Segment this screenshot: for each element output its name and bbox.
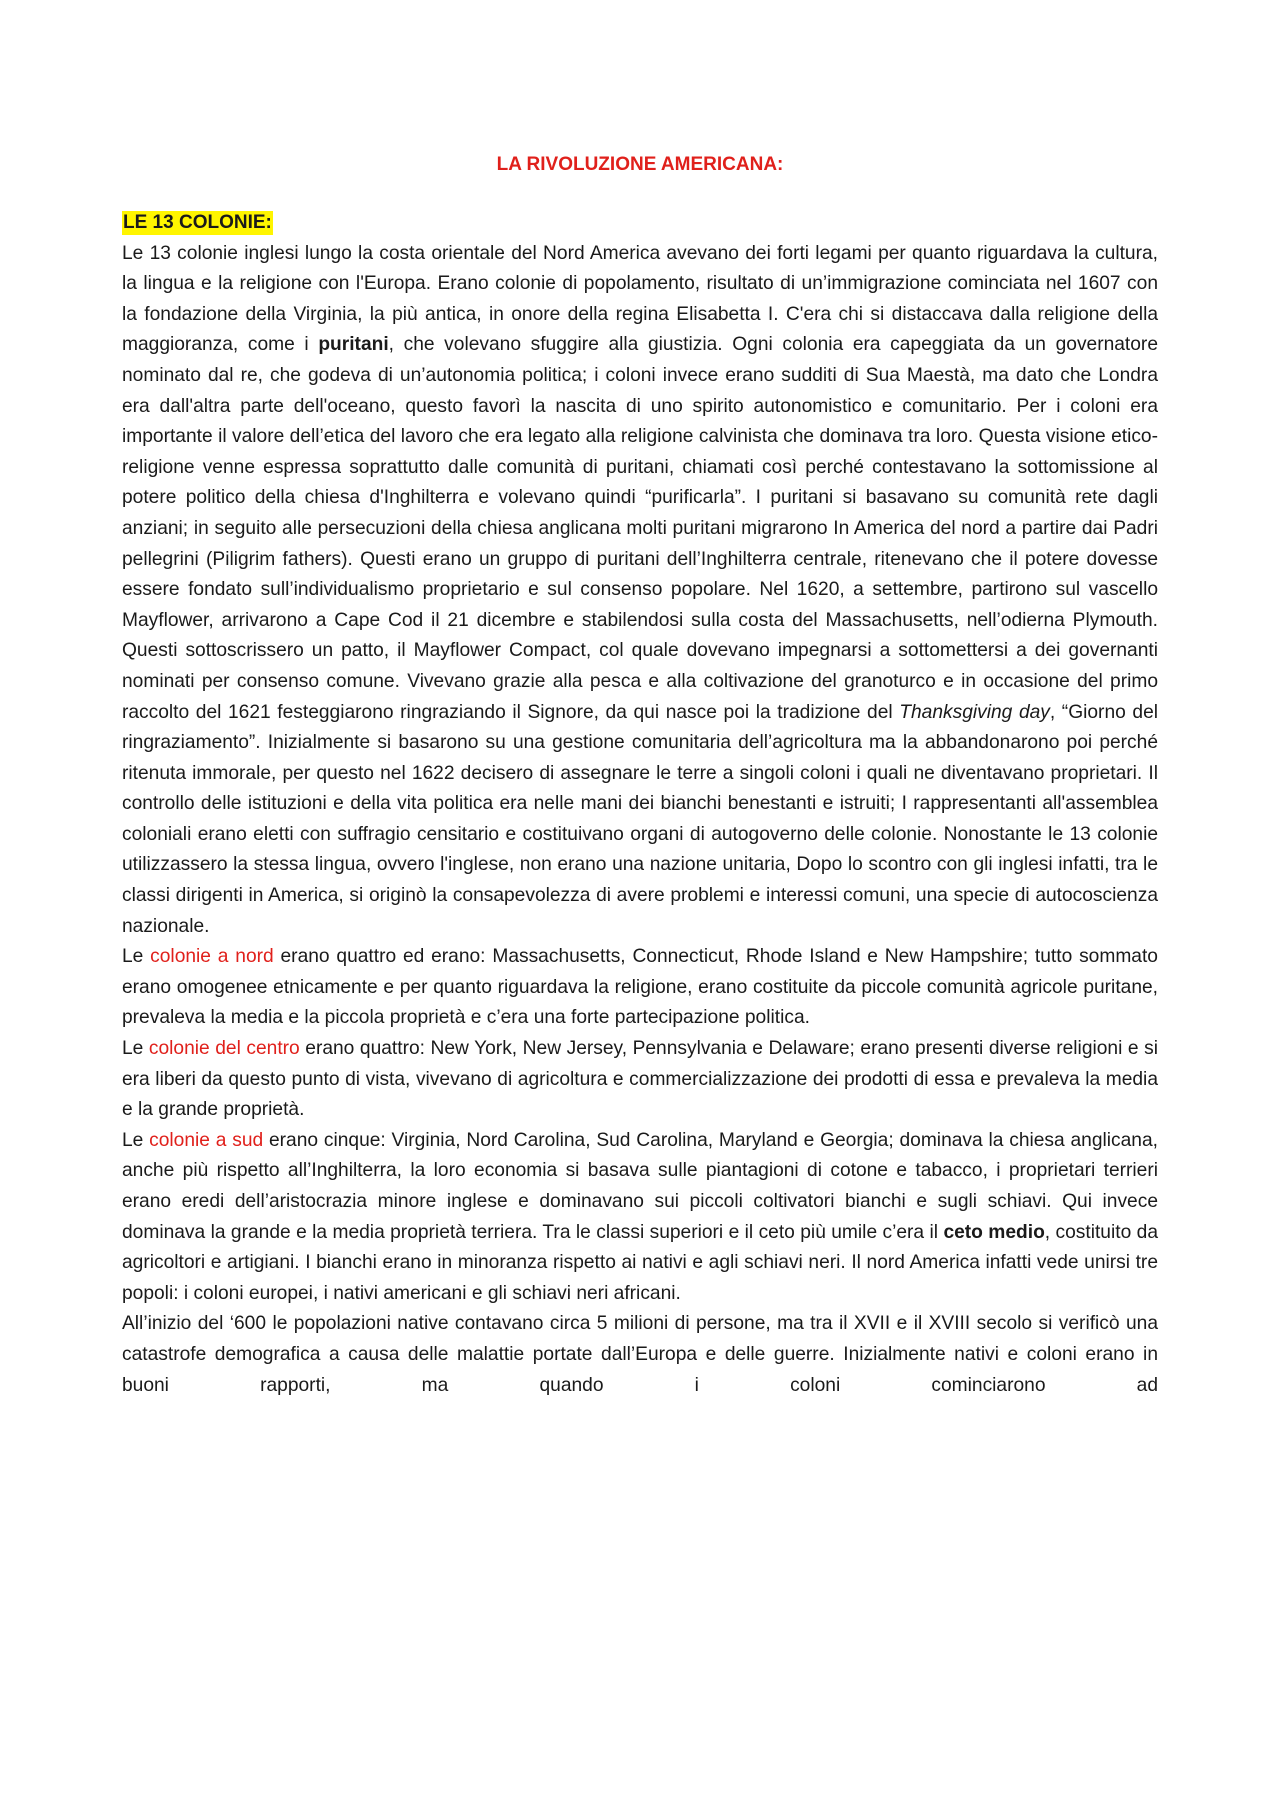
paragraph-south-colonies [122, 1126, 1158, 1310]
paragraph-south-text-c: erano cinque: Virginia, Nord Carolina, Sud Carolina, Maryland e Georgia; dominava la chiesa anglicana, anche più rispetto all’Inghilterra, la loro economia si basava sulle piantagioni di cotone e tabacco, i proprietari terrieri erano eredi dell’aristocrazia minore inglese e dominavano sui piccoli coltivatori bianchi e sugli schiavi. Qui invece dominava la grande e la media proprietà terriera. Tra le classi superiori e il ceto più umile c’era il [122, 1129, 1158, 1243]
paragraph-intro-italic-thanksgiving: Thanksgiving day [899, 701, 1050, 723]
paragraph-center-text-c: erano quattro: New York, New Jersey, Pennsylvania e Delaware; erano presenti diverse religioni e si era liberi da questo punto di vista, vivevano di agricoltura e commercializzazione dei prodotti di essa e prevaleva la media e la grande proprietà. [122, 1038, 1158, 1121]
paragraph-north-text-a: Le [122, 946, 151, 968]
paragraph-center-colonies [122, 1034, 1158, 1126]
paragraph-natives [122, 1309, 1158, 1401]
paragraph-south-text-e: , costituito da agricoltori e artigiani. I bianchi erano in minoranza rispetto ai nativi e agli schiavi neri. Il nord America infatti vede unirsi tre popoli: i coloni europei, i nativi americani e gli schiavi neri africani. [122, 1221, 1158, 1304]
paragraph-south-text-a: Le [122, 1129, 150, 1151]
document-title: LA RIVOLUZIONE AMERICANA: [496, 154, 784, 175]
paragraph-intro-text-a: Le 13 colonie inglesi lungo la costa orientale del Nord America avevano dei forti legami per quanto riguardava la cultura, la lingua e la religione con l'Europa. Erano colonie di popolamento, risultato di un’immigrazione cominciata nel 1607 con la fondazione della Virginia, la più antica, in onore della regina Elisabetta I. C'era chi si distaccava dalla religione della maggioranza, come i [122, 242, 1158, 356]
paragraph-intro-text-c: , che volevano sfuggire alla giustizia. Ogni colonia era capeggiata da un governatore nominato dal re, che godeva di un’autonomia politica; i coloni invece erano sudditi di Sua Maestà, ma dato che Londra era dall'altra parte dell'oceano, questo favorì la nascita di uno spirito autonomistico e comunitario. Per i coloni era importante il valore dell’etica del lavoro che era legato alla religione calvinista che dominava tra loro. Questa visione etico-religione venne espressa soprattutto dalle comunità di puritani, chiamati così perché contestavano la sottomissione al potere politico della chiesa d'Inghilterra e volevano quindi “purificarla”. I puritani si basavano su comunità rete dagli anziani; in seguito alle persecuzioni della chiesa anglicana molti puritani migrarono In America del nord a partire dai Padri pellegrini (Piligrim fathers). Questi erano un gruppo di puritani dell’Inghilterra centrale, ritenevano che il potere dovesse essere fondato sull’individualismo proprietario e sul consenso popolare. Nel 1620, a settembre, partirono sul vascello Mayflower, arrivarono a Cape Cod il 21 dicembre e stabilendosi sulla costa del Massachusetts, nell’odierna Plymouth. Questi sottoscrissero un patto, il Mayflower Compact, col quale dovevano impegnarsi a sottomettersi a dei governanti nominati per consenso comune. Vivevano grazie alla pesca e alla coltivazione del granoturco e in occasione del primo raccolto del 1621 festeggiarono ringraziando il Signore, da qui nasce poi la tradizione del [122, 334, 1158, 723]
paragraph-center-text-a: Le [122, 1038, 149, 1060]
section-heading: LE 13 COLONIE: [123, 212, 272, 233]
paragraph-north-text-c: erano quattro ed erano: Massachusetts, Connecticut, Rhode Island e New Hampshire; tutto sommato erano omogenee etnicamente e per quanto riguardava la religione, erano costituite da piccole comunità agricole puritane, prevaleva la media e la piccola proprietà e c’era una forte partecipazione politica. [122, 946, 1158, 1029]
paragraph-south-bold-ceto-medio: ceto medio [943, 1221, 1045, 1243]
paragraph-intro-text-e: , “Giorno del ringraziamento”. Inizialmente si basarono su una gestione comunitaria dell’agricoltura ma la abbandonarono poi perché ritenuta immorale, per questo nel 1622 decisero di assegnare le terre a singoli coloni i quali ne diventavano proprietari. Il controllo delle istituzioni e della vita politica era nelle mani dei bianchi benestanti e istruiti; I rappresentanti all'assemblea coloniali erano eletti con suffragio censitario e costituivano organi di autogoverno delle colonie. Nonostante le 13 colonie utilizzassero la stessa lingua, ovvero l'inglese, non erano una nazione unitaria, Dopo lo scontro con gli inglesi infatti, tra le classi dirigenti in America, si originò la consapevolezza di avere problemi e interessi comuni, una specie di autocoscienza nazionale. [122, 701, 1158, 937]
document-page [122, 150, 1158, 1401]
center-colonies-highlight: colonie del centro [148, 1038, 300, 1060]
paragraph-north-colonies [122, 942, 1158, 1034]
paragraph-intro [122, 239, 1158, 943]
paragraph-natives-text: All’inizio del ‘600 le popolazioni native contavano circa 5 milioni di persone, ma tra il XVII e il XVIII secolo si verificò una catastrofe demografica a causa delle malattie portate dall’Europa e delle guerre. Inizialmente nativi e coloni erano in buoni rapporti, ma quando i coloni cominciarono ad [122, 1313, 1158, 1396]
section-heading-wrapper [122, 208, 1158, 239]
south-colonies-highlight: colonie a sud [149, 1129, 264, 1151]
paragraph-intro-bold-puritani: puritani [318, 334, 389, 356]
north-colonies-highlight: colonie a nord [150, 946, 274, 968]
